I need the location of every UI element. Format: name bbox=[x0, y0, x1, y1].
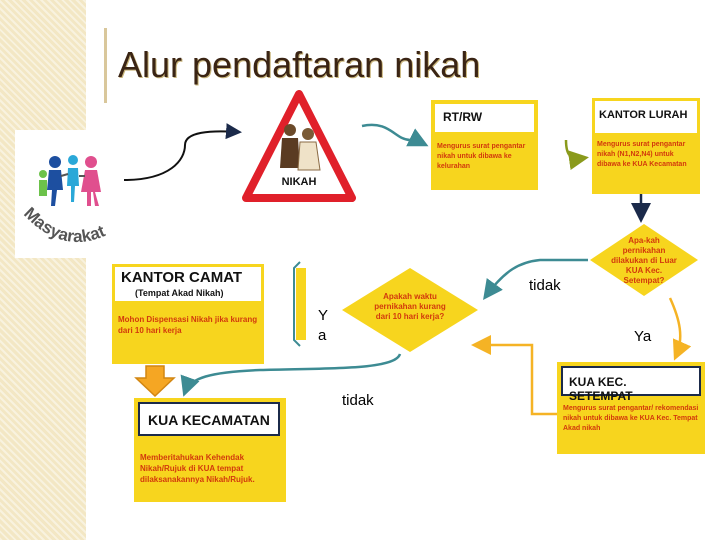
rtrw-body: Mengurus surat pengantar nikah untuk dibawa ke kelurahan bbox=[437, 143, 526, 170]
arrow-ya-to-kua-setempat bbox=[670, 298, 680, 356]
question-luar-kua-text: Apa-kah pernikahan dilakukan di Luar KUA Kec. Setempat? bbox=[611, 236, 677, 285]
logo-text: Masyarakat bbox=[20, 203, 108, 247]
arrow-camat-to-kua bbox=[136, 366, 174, 396]
label-ya-left: Y a bbox=[318, 307, 329, 344]
kua-kecamatan-title: KUA KECAMATAN bbox=[138, 402, 280, 436]
question-waktu-text: Apakah waktu pernikahan kurang dari 10 hari kerja? bbox=[374, 292, 446, 321]
ya-bracket-fill bbox=[296, 268, 306, 340]
arrow-tidak-to-question-waktu bbox=[486, 260, 588, 296]
slide-title: Alur pendaftaran nikah bbox=[118, 44, 481, 85]
arrow-rtrw-to-lurah bbox=[566, 140, 584, 158]
kantor-camat-subtitle: (Tempat Akad Nikah) bbox=[135, 288, 224, 298]
arrow-sign-to-rtrw bbox=[362, 125, 424, 144]
label-tidak-bottom: tidak bbox=[342, 392, 374, 409]
kantor-camat-body: Mohon Dispensasi Nikah jika kurang dari 10 hari kerja bbox=[118, 315, 258, 335]
kantor-lurah-body: Mengurus surat pengantar nikah (N1,N2,N4) untuk dibawa ke KUA Kecamatan bbox=[597, 141, 687, 168]
kantor-lurah-title: KANTOR LURAH bbox=[595, 101, 697, 133]
kua-kecamatan-body: Memberitahukan Kehendak Nikah/Rujuk di KUA tempat dilaksanakannya Nikah/Rujuk. bbox=[140, 453, 255, 484]
label-tidak-top: tidak bbox=[529, 277, 561, 294]
label-ya-right: Ya bbox=[634, 328, 652, 345]
kua-setempat-title: KUA KEC. SETEMPAT bbox=[561, 366, 701, 396]
rtrw-title: RT/RW bbox=[435, 104, 534, 132]
arrow-logo-to-sign bbox=[124, 131, 238, 180]
kantor-camat-title: KANTOR CAMAT bbox=[121, 269, 243, 286]
arrow-tidak-to-kua-kecamatan bbox=[185, 354, 400, 392]
kua-setempat-body: Mengurus surat pengantar/ rekomendasi nikah untuk dibawa ke KUA Kec. Tempat Akad nikah bbox=[563, 405, 699, 432]
nikah-sign-label: NIKAH bbox=[281, 176, 317, 188]
arrow-setempat-to-question bbox=[476, 345, 557, 414]
